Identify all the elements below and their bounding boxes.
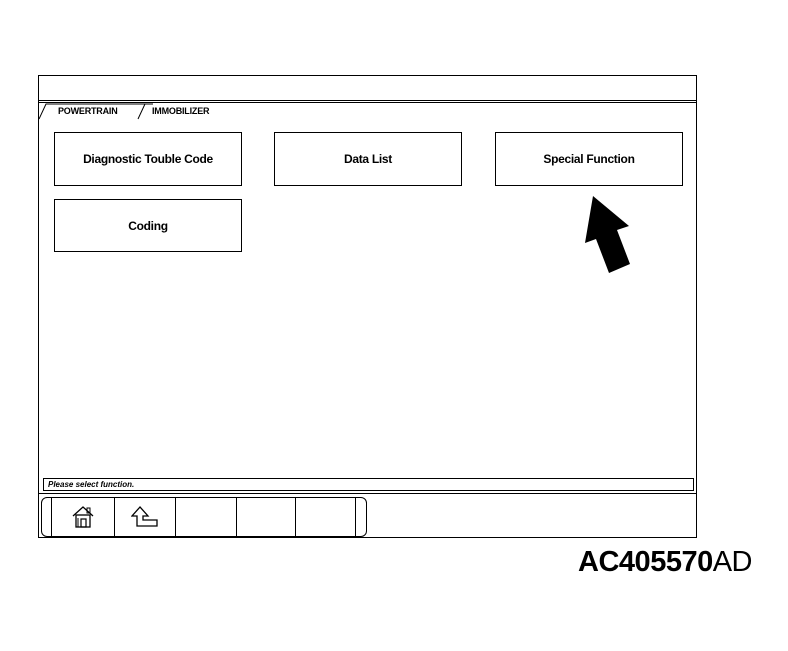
pointer-arrow-icon xyxy=(585,196,635,274)
toolbar xyxy=(41,497,367,537)
toolbar-button-4[interactable] xyxy=(236,497,295,537)
diagnostic-trouble-code-button[interactable]: Diagnostic Touble Code xyxy=(54,132,242,186)
tab-immobilizer[interactable]: IMMOBILIZER xyxy=(152,106,210,116)
toolbar-button-5[interactable] xyxy=(295,497,356,537)
home-button[interactable] xyxy=(51,497,114,537)
breadcrumb xyxy=(39,103,239,120)
status-bar xyxy=(43,478,694,491)
toolbar-button-3[interactable] xyxy=(175,497,236,537)
data-list-button[interactable]: Data List xyxy=(274,132,462,186)
toolbar-divider xyxy=(39,493,696,494)
tab-powertrain[interactable]: POWERTRAIN xyxy=(58,106,118,116)
caption-suffix: AD xyxy=(712,546,752,578)
diagnostic-screen xyxy=(38,75,697,538)
caption-code: AC405570 xyxy=(578,546,713,578)
coding-button[interactable]: Coding xyxy=(54,199,242,252)
status-message: Please select function. xyxy=(48,480,135,489)
title-bar xyxy=(39,76,696,101)
home-icon xyxy=(70,505,96,529)
special-function-button[interactable]: Special Function xyxy=(495,132,683,186)
back-button[interactable] xyxy=(114,497,175,537)
figure-caption xyxy=(578,546,752,579)
back-icon xyxy=(131,505,159,529)
